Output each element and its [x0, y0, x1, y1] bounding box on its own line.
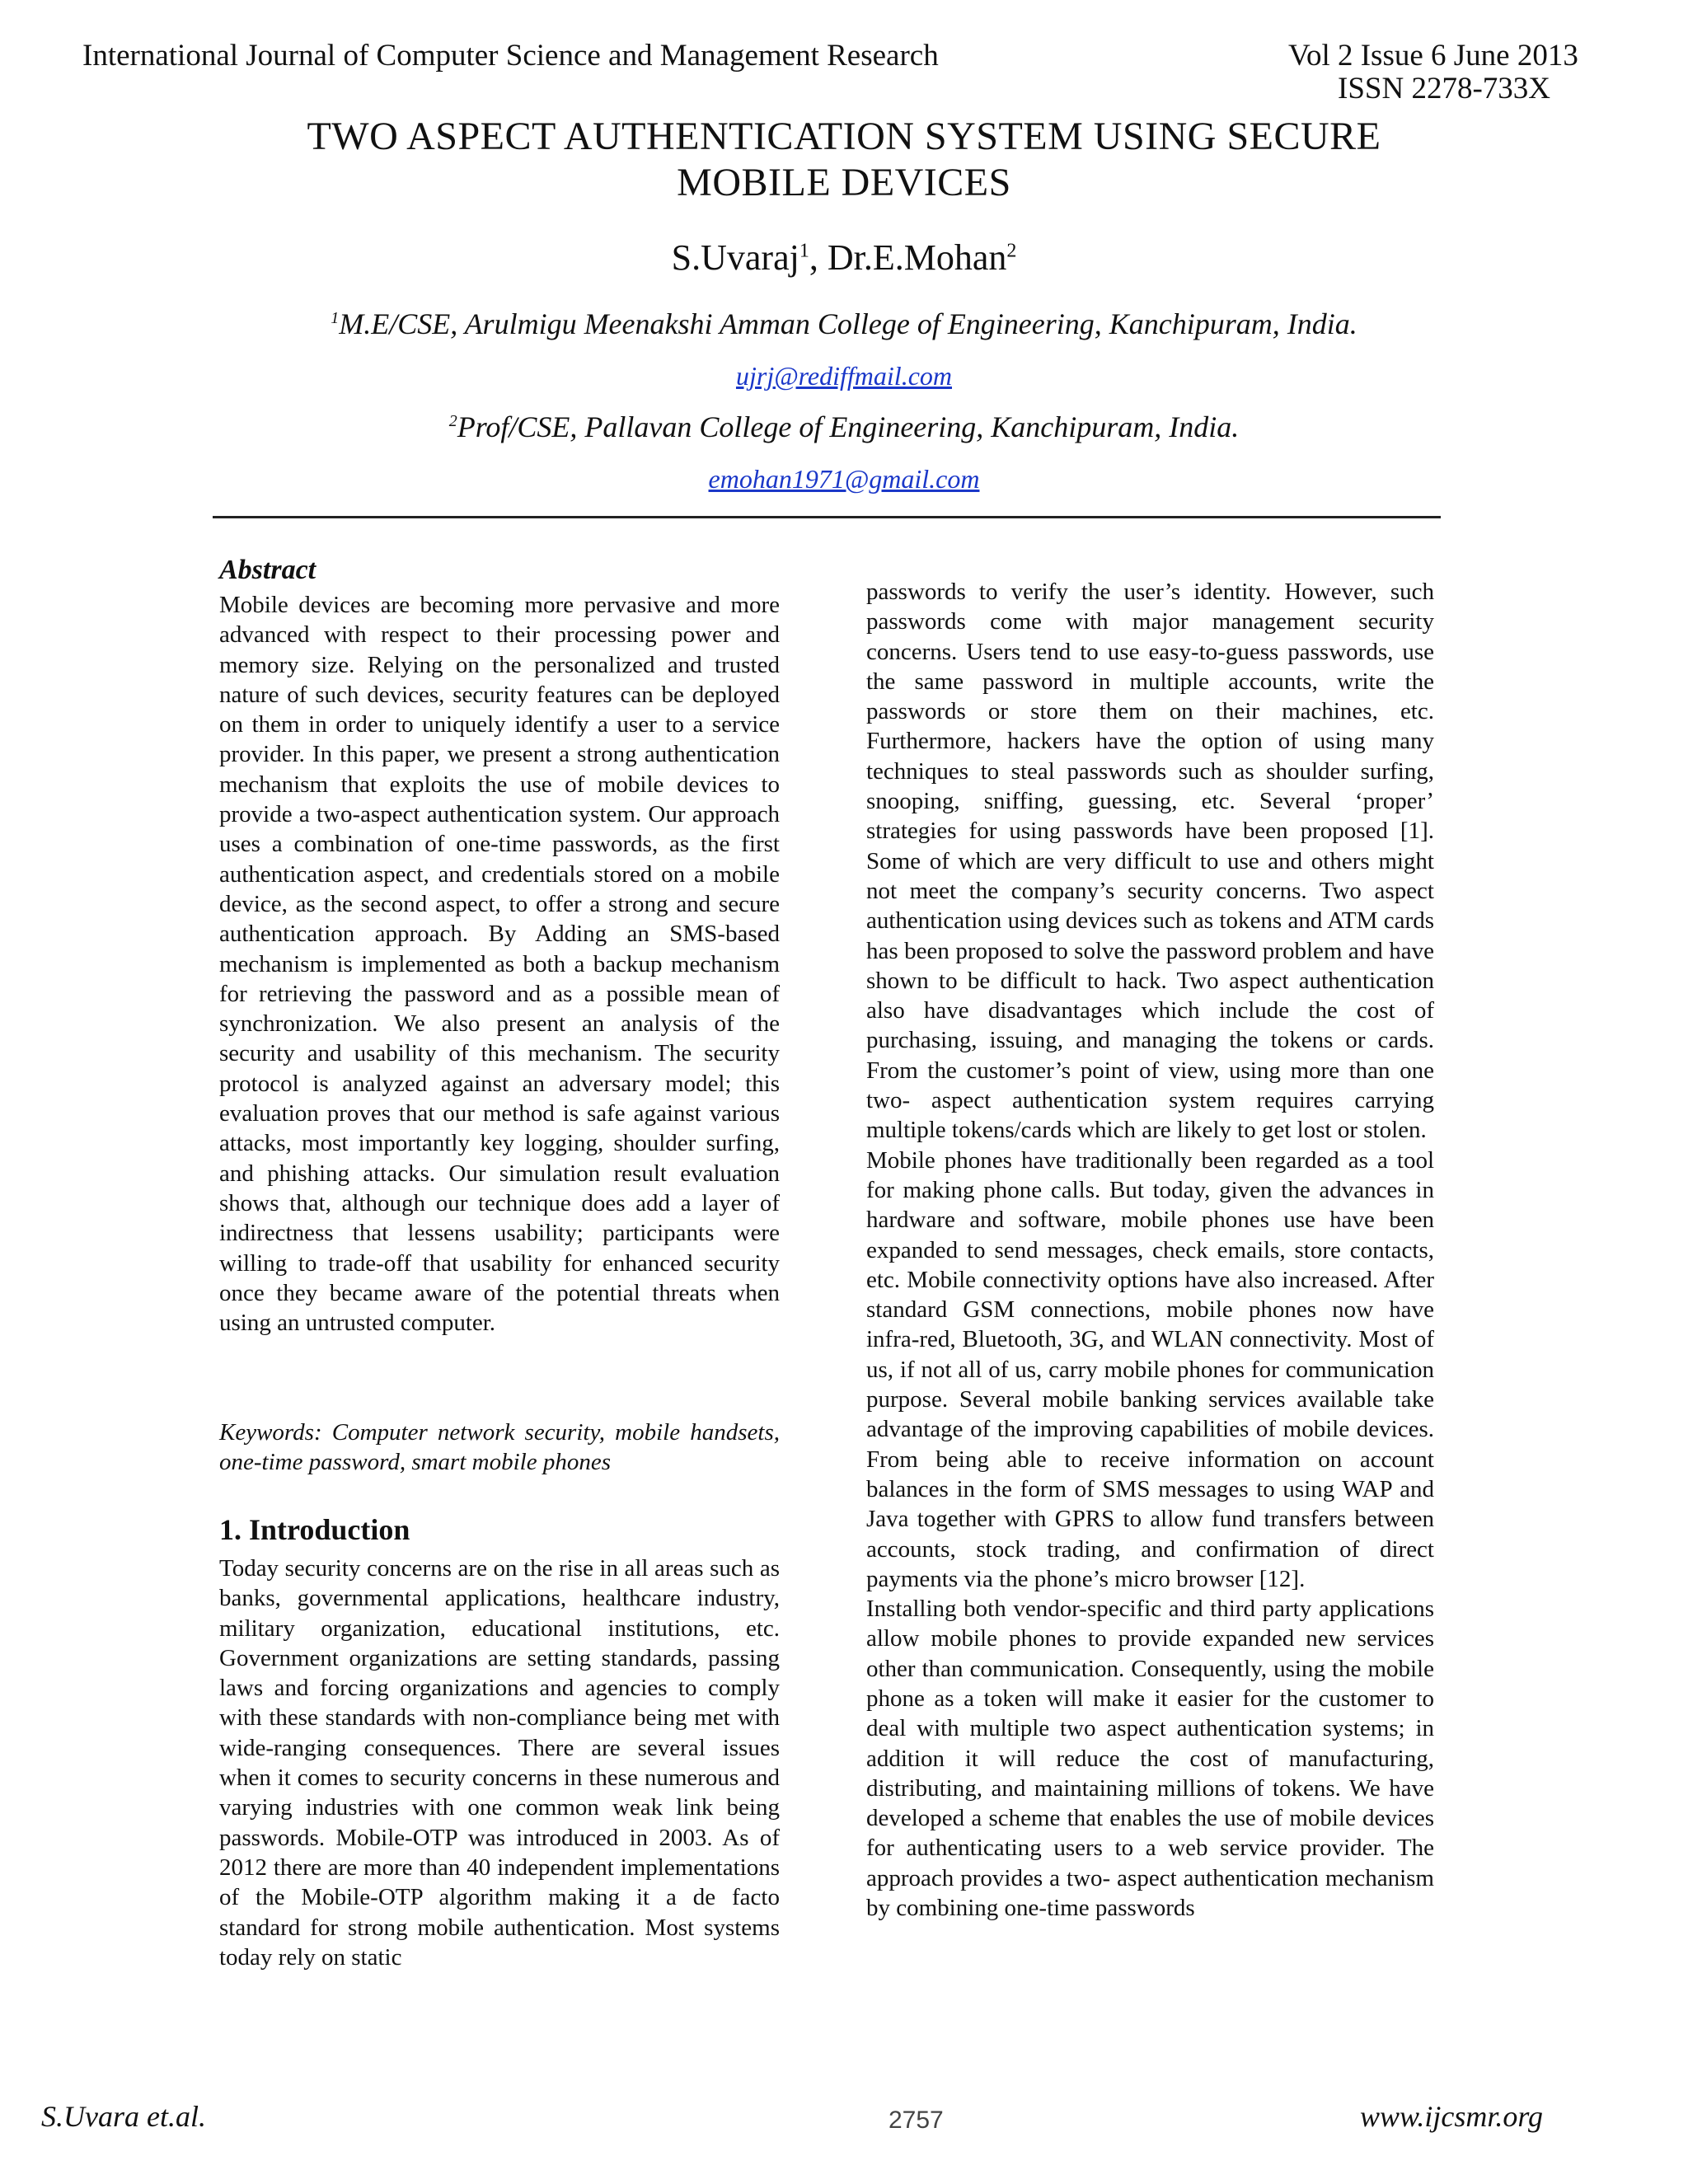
paper-title-line-2: MOBILE DEVICES — [677, 161, 1011, 204]
affiliation-1 — [0, 306, 1688, 342]
author-separator: , — [809, 237, 828, 278]
affiliation-1-text: M.E/CSE, Arulmigu Meenakshi Amman College of Engineering, Kanchipuram, India. — [339, 307, 1357, 340]
affiliation-2 — [0, 409, 1688, 445]
footer-website: www.ijcsmr.org — [1360, 2100, 1544, 2133]
right-column-paragraph-3: Installing both vendor-specific and third party applications allow mobile phones to provide expanded new services other than communication. Consequently, using the mobile phone as a token will make it easier for the customer to deal with multiple two aspect authentication systems; in addition it will reduce the cost of manufacturing, distributing, and maintaining millions of tokens. We have developed a scheme that enables the use of mobile devices for authenticating users to a web service provider. The approach provides a two- aspect authentication mechanism by combining one-time passwords — [866, 1596, 1434, 1922]
affiliation-1-mark: 1 — [331, 309, 340, 327]
author-2-affiliation-mark: 2 — [1006, 240, 1017, 262]
issn: ISSN 2278-733X — [1338, 72, 1550, 105]
abstract-heading: Abstract — [219, 555, 316, 585]
affiliation-2-text: Prof/CSE, Pallavan College of Engineering, Kanchipuram, India. — [457, 410, 1240, 443]
keywords — [219, 1418, 780, 1478]
header-divider — [213, 516, 1441, 518]
journal-name: International Journal of Computer Science and Management Research — [82, 39, 939, 73]
right-column-paragraph-2: Mobile phones have traditionally been regarded as a tool for making phone calls. But today, given the advances in hardware and software, mobile phones use have been expanded to send messages, check emails, store contacts, etc. Mobile connectivity options have also increased. After standard GSM connections, mobile phones now have infra-red, Bluetooth, 3G, and WLAN connectivity. Most of us, if not all of us, carry mobile phones for communication purpose. Several mobile banking services available take advantage of the improving capabilities of mobile devices. From being able to receive information on account balances in the form of SMS messages to using WAP and Java together with GPRS to allow fund transfers between accounts, stock trading, and confirmation of direct payments via the phone’s micro browser [12]. — [866, 1146, 1434, 1592]
keywords-label: Keywords — [219, 1419, 314, 1446]
footer-authors: S.Uvara et.al. — [41, 2100, 206, 2133]
introduction-left-column — [219, 1554, 780, 1972]
page-number: 2757 — [889, 2107, 944, 2134]
abstract-body — [219, 590, 780, 1338]
introduction-paragraph-1: Today security concerns are on the rise in all areas such as banks, governmental applications, healthcare industry, military organization, educational institutions, etc. Government organizations are setting standards, passing laws and forcing organizations and agencies to comply with these standards with non-compliance being met with wide-ranging consequences. There are several issues when it comes to security concerns in these numerous and varying industries with one common weak link being passwords. Mobile-OTP was introduced in 2003. As of 2012 there are more than 40 independent implementations of the Mobile-OTP algorithm making it a de facto standard for strong mobile authentication. Most systems today rely on static — [219, 1555, 780, 1971]
author-2-name: Dr.E.Mohan — [827, 237, 1007, 278]
volume-issue: Vol 2 Issue 6 June 2013 — [1288, 39, 1578, 73]
right-column — [866, 577, 1434, 1923]
author-1-name: S.Uvaraj — [671, 237, 799, 278]
paper-title-line-1: TWO ASPECT AUTHENTICATION SYSTEM USING SECURE — [307, 115, 1381, 158]
author-1-affiliation-mark: 1 — [799, 240, 809, 262]
author-list — [0, 236, 1688, 280]
affiliation-2-email — [0, 462, 1688, 495]
abstract-text: Mobile devices are becoming more pervasive and more advanced with respect to their processing power and memory size. Relying on the personalized and trusted nature of such devices, security features can be deployed on them in order to uniquely identify a user to a service provider. In this paper, we present a strong authentication mechanism that exploits the use of mobile devices to provide a two-aspect authentication system. Our approach uses a combination of one-time passwords, as the first authentication aspect, and credentials stored on a mobile device, as the second aspect, to offer a strong and secure authentication approach. By Adding an SMS-based mechanism is implemented as both a backup mechanism for retrieving the password and as a possible mean of synchronization. We also present an analysis of the security and usability of this mechanism. The security protocol is analyzed against an adversary model; this evaluation proves that our method is safe against various attacks, most importantly key logging, shoulder surfing, and phishing attacks. Our simulation result evaluation shows that, although our technique does add a layer of indirectness that lessens usability; participants were willing to trade-off that usability for enhanced security once they became aware of the potential threats when using an untrusted computer. — [219, 592, 780, 1337]
introduction-heading: 1. Introduction — [219, 1513, 410, 1546]
email-link-1[interactable]: ujrj@rediffmail.com — [735, 361, 952, 391]
email-link-2[interactable]: emohan1971@gmail.com — [708, 464, 980, 494]
keywords-text: : Computer network security, mobile handsets, one-time password, smart mobile phones — [219, 1419, 780, 1476]
right-column-paragraph-1: passwords to verify the user’s identity. However, such passwords come with major management security concerns. Users tend to use easy-to-guess passwords, use the same password in multiple accounts, write the passwords or store them on their machines, etc. Furthermore, hackers have the option of using many techniques to steal passwords such as shoulder surfing, snooping, sniffing, guessing, etc. Several ‘proper’ strategies for using passwords have been proposed [1]. Some of which are very difficult to use and others might not meet the company’s security concerns. Two aspect authentication using devices such as tokens and ATM cards has been proposed to solve the password problem and have shown to be difficult to hack. Two aspect authentication also have disadvantages which include the cost of purchasing, issuing, and managing the tokens or cards. From the customer’s point of view, using more than one two- aspect authentication system requires carrying multiple tokens/cards which are likely to get lost or stolen. — [866, 579, 1434, 1144]
affiliation-1-email — [0, 359, 1688, 392]
affiliation-2-mark: 2 — [448, 412, 457, 430]
